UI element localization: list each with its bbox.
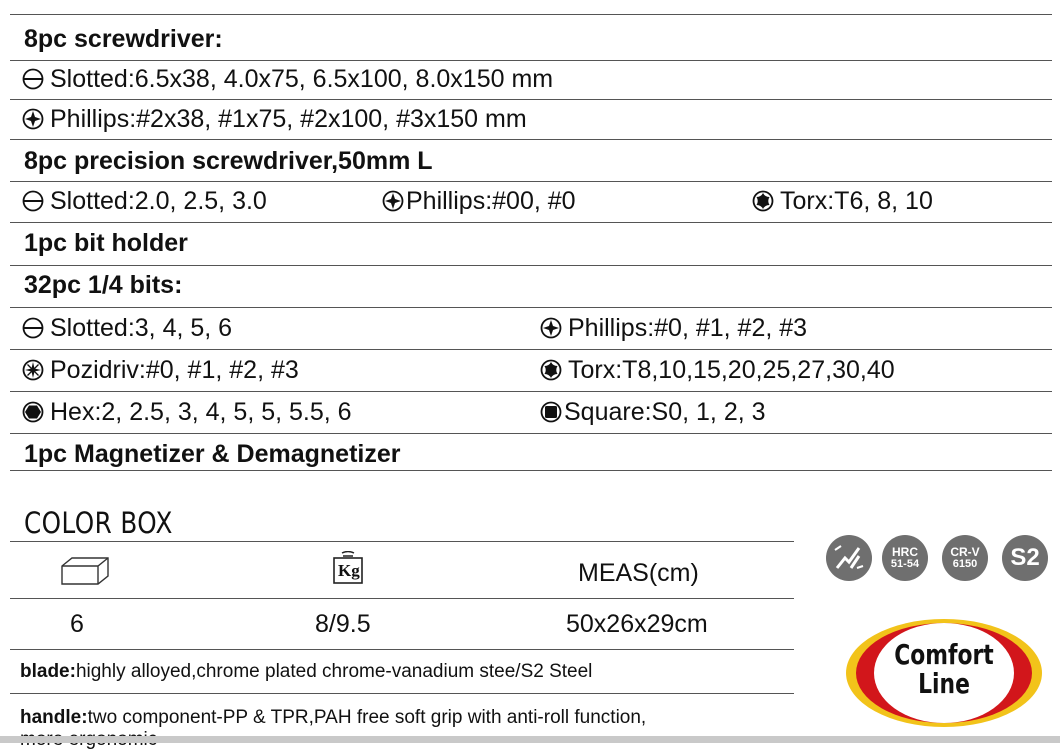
bits-pozidriv-spec: Pozidriv:#0, #1, #2, #3 <box>50 356 299 384</box>
precision-title: 8pc precision screwdriver,50mm L <box>24 147 433 175</box>
phillips-icon <box>540 317 562 339</box>
bits-hex <box>22 400 352 425</box>
handle-text: two component-PP & TPR,PAH free soft grip with anti-roll function, <box>87 707 647 728</box>
box-icon <box>60 554 110 586</box>
bits-phillips <box>540 316 807 341</box>
blade-line <box>20 661 592 683</box>
hrc-range: 51-54 <box>890 558 920 570</box>
torx-icon <box>752 190 774 212</box>
bits-slotted <box>22 316 232 341</box>
phillips-row <box>22 107 527 132</box>
divider <box>10 222 1052 223</box>
weight-icon <box>331 551 365 585</box>
slotted-icon <box>22 190 44 212</box>
slotted-icon <box>22 68 44 90</box>
blade-label: blade: <box>20 661 76 682</box>
divider <box>10 307 1052 308</box>
qty-value: 6 <box>70 610 84 638</box>
bits-slotted-spec: Slotted:3, 4, 5, 6 <box>50 314 233 342</box>
divider <box>10 265 1052 266</box>
comfort-line-logo <box>844 618 1044 728</box>
slotted-row <box>22 67 553 92</box>
bits-pozidriv <box>22 358 299 383</box>
bits-torx <box>540 358 895 383</box>
divider <box>10 99 1052 100</box>
precision-torx <box>752 189 933 214</box>
square-icon <box>540 401 562 423</box>
line-text: Line <box>918 667 970 701</box>
bits-torx-spec: Torx:T8,10,15,20,25,27,30,40 <box>568 356 895 384</box>
divider <box>10 60 1052 61</box>
slotted-icon <box>22 317 44 339</box>
table-top-rule <box>10 14 1052 15</box>
blade-text: highly alloyed,chrome plated chrome-vanadium stee/S2 Steel <box>75 661 593 682</box>
bits-phillips-spec: Phillips:#0, #1, #2, #3 <box>568 314 808 342</box>
precision-slotted <box>22 189 267 214</box>
hrc-badge <box>882 535 928 581</box>
precision-phillips-spec: Phillips:#00, #0 <box>406 187 576 215</box>
handle-line <box>20 707 646 729</box>
phillips-icon <box>382 190 404 212</box>
phillips-icon <box>22 108 44 130</box>
weight-value: 8/9.5 <box>315 610 371 638</box>
slotted-spec: Slotted:6.5x38, 4.0x75, 6.5x100, 8.0x150 mm <box>50 65 554 93</box>
bits-square-spec: Square:S0, 1, 2, 3 <box>564 398 766 426</box>
quality-icon <box>826 535 872 581</box>
magnetizer: 1pc Magnetizer & Demagnetizer <box>24 440 401 468</box>
bits-hex-spec: Hex:2, 2.5, 3, 4, 5, 5, 5.5, 6 <box>50 398 352 426</box>
s2-label: S2 <box>1010 544 1040 571</box>
s2-badge <box>1002 535 1048 581</box>
hex-icon <box>22 401 44 423</box>
divider <box>10 470 1052 471</box>
box-table-bottom <box>10 649 794 650</box>
box-table-top <box>10 541 794 542</box>
box-table-mid <box>10 598 794 599</box>
blade-divider <box>10 693 794 694</box>
divider <box>10 181 1052 182</box>
divider <box>10 391 1052 392</box>
meas-value: 50x26x29cm <box>566 610 708 638</box>
crv-badge <box>942 535 988 581</box>
meas-header: MEAS(cm) <box>578 559 699 587</box>
divider <box>10 433 1052 434</box>
divider <box>10 139 1052 140</box>
precision-phillips <box>382 189 576 214</box>
bit-holder: 1pc bit holder <box>24 229 188 257</box>
color-box-heading: COLOR BOX <box>24 506 173 540</box>
crv-grade: 6150 <box>952 558 978 570</box>
bits-title: 32pc 1/4 bits: <box>24 271 183 299</box>
hrc-label: HRC <box>892 545 918 559</box>
bits-square <box>540 400 766 425</box>
handle-label: handle: <box>20 707 88 728</box>
kg-label: Kg <box>338 561 360 580</box>
pozidriv-icon <box>22 359 44 381</box>
screwdriver-title: 8pc screwdriver: <box>24 25 223 53</box>
precision-slotted-spec: Slotted:2.0, 2.5, 3.0 <box>50 187 267 215</box>
phillips-spec: Phillips:#2x38, #1x75, #2x100, #3x150 mm <box>50 105 527 133</box>
comfort-text: Comfort <box>894 638 994 671</box>
precision-torx-spec: Torx:T6, 8, 10 <box>780 187 933 215</box>
bottom-bar <box>0 736 1060 743</box>
crv-label: CR-V <box>950 545 980 559</box>
divider <box>10 349 1052 350</box>
torx-icon <box>540 359 562 381</box>
